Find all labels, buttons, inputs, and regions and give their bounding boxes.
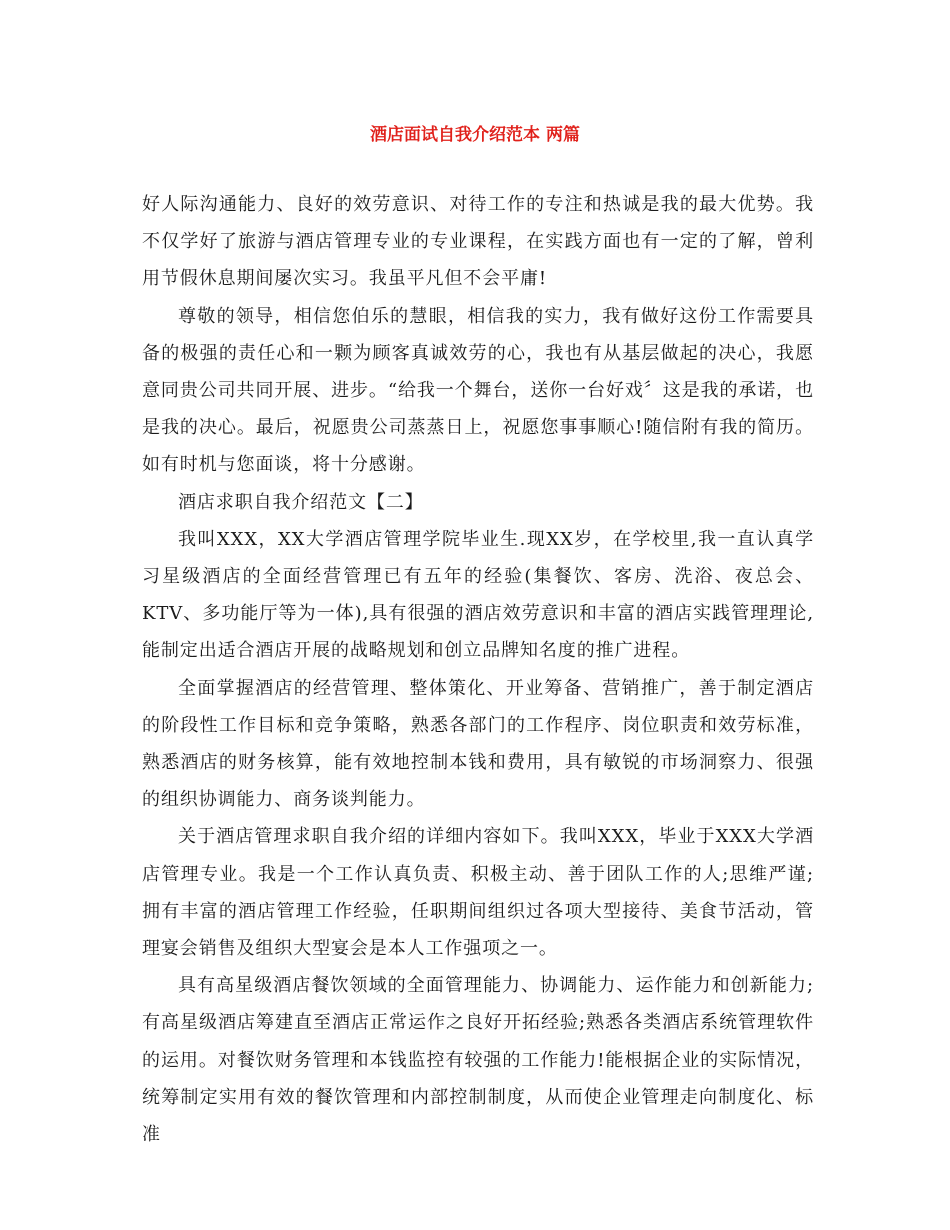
paragraph-capabilities: 具有高星级酒店餐饮领域的全面管理能力、协调能力、运作能力和创新能力;有高星级酒店筹建直至酒店正常运作之良好开拓经验;熟悉各类酒店系统管理软件的运用。对餐饮财务管理和本钱监控有较强的工作能力!能根据企业的实际情况，统筹制定实用有效的餐饮管理和内部控制制度，从而使企业管理走向制度化、标准: [142, 975, 814, 1146]
section-heading-sample-two: 酒店求职自我介绍范文【二】: [178, 491, 424, 513]
document-title: 酒店面试自我介绍范本 两篇: [370, 125, 580, 145]
paragraph-continuation: 好人际沟通能力、良好的效劳意识、对待工作的专注和热诚是我的最大优势。我不仅学好了旅游与酒店管理专业的专业课程，在实践方面也有一定的了解，曾利用节假休息期间屡次实习。我虽平凡但不会平庸!: [142, 194, 814, 290]
paragraph-closing-letter: 尊敬的领导，相信您伯乐的慧眼，相信我的实力，我有做好这份工作需要具备的极强的责任心和一颗为顾客真诚效劳的心，我也有从基层做起的决心，我愿意同贵公司共同开展、进步。“给我一个舞台，送你一台好戏〞这是我的承诺，也是我的决心。最后，祝愿贵公司蒸蒸日上，祝愿您事事顺心!随信附有我的简历。如有时机与您面谈，将十分感谢。: [142, 305, 814, 476]
document-body: [142, 186, 814, 1153]
paragraph-management-skills: 全面掌握酒店的经营管理、整体策化、开业筹备、营销推广，善于制定酒店的阶段性工作目标和竞争策略，熟悉各部门的工作程序、岗位职责和效劳标准，熟悉酒店的财务核算，能有效地控制本钱和费用，具有敏锐的市场洞察力、很强的组织协调能力、商务谈判能力。: [142, 677, 814, 811]
paragraph-experience: 关于酒店管理求职自我介绍的详细内容如下。我叫XXX，毕业于XXX大学酒店管理专业。我是一个工作认真负责、积极主动、善于团队工作的人;思维严谨;拥有丰富的酒店管理工作经验，任职期间组织过各项大型接待、美食节活动，管理宴会销售及组织大型宴会是本人工作强项之一。: [142, 826, 814, 960]
paragraph-introduction: 我叫XXX，XX大学酒店管理学院毕业生.现XX岁，在学校里,我一直认真学习星级酒店的全面经营管理已有五年的经验(集餐饮、客房、洗浴、夜总会、KTV、多功能厅等为一体),具有很强的酒店效劳意识和丰富的酒店实践管理理论,能制定出适合酒店开展的战略规划和创立品牌知名度的推广进程。: [142, 528, 814, 662]
